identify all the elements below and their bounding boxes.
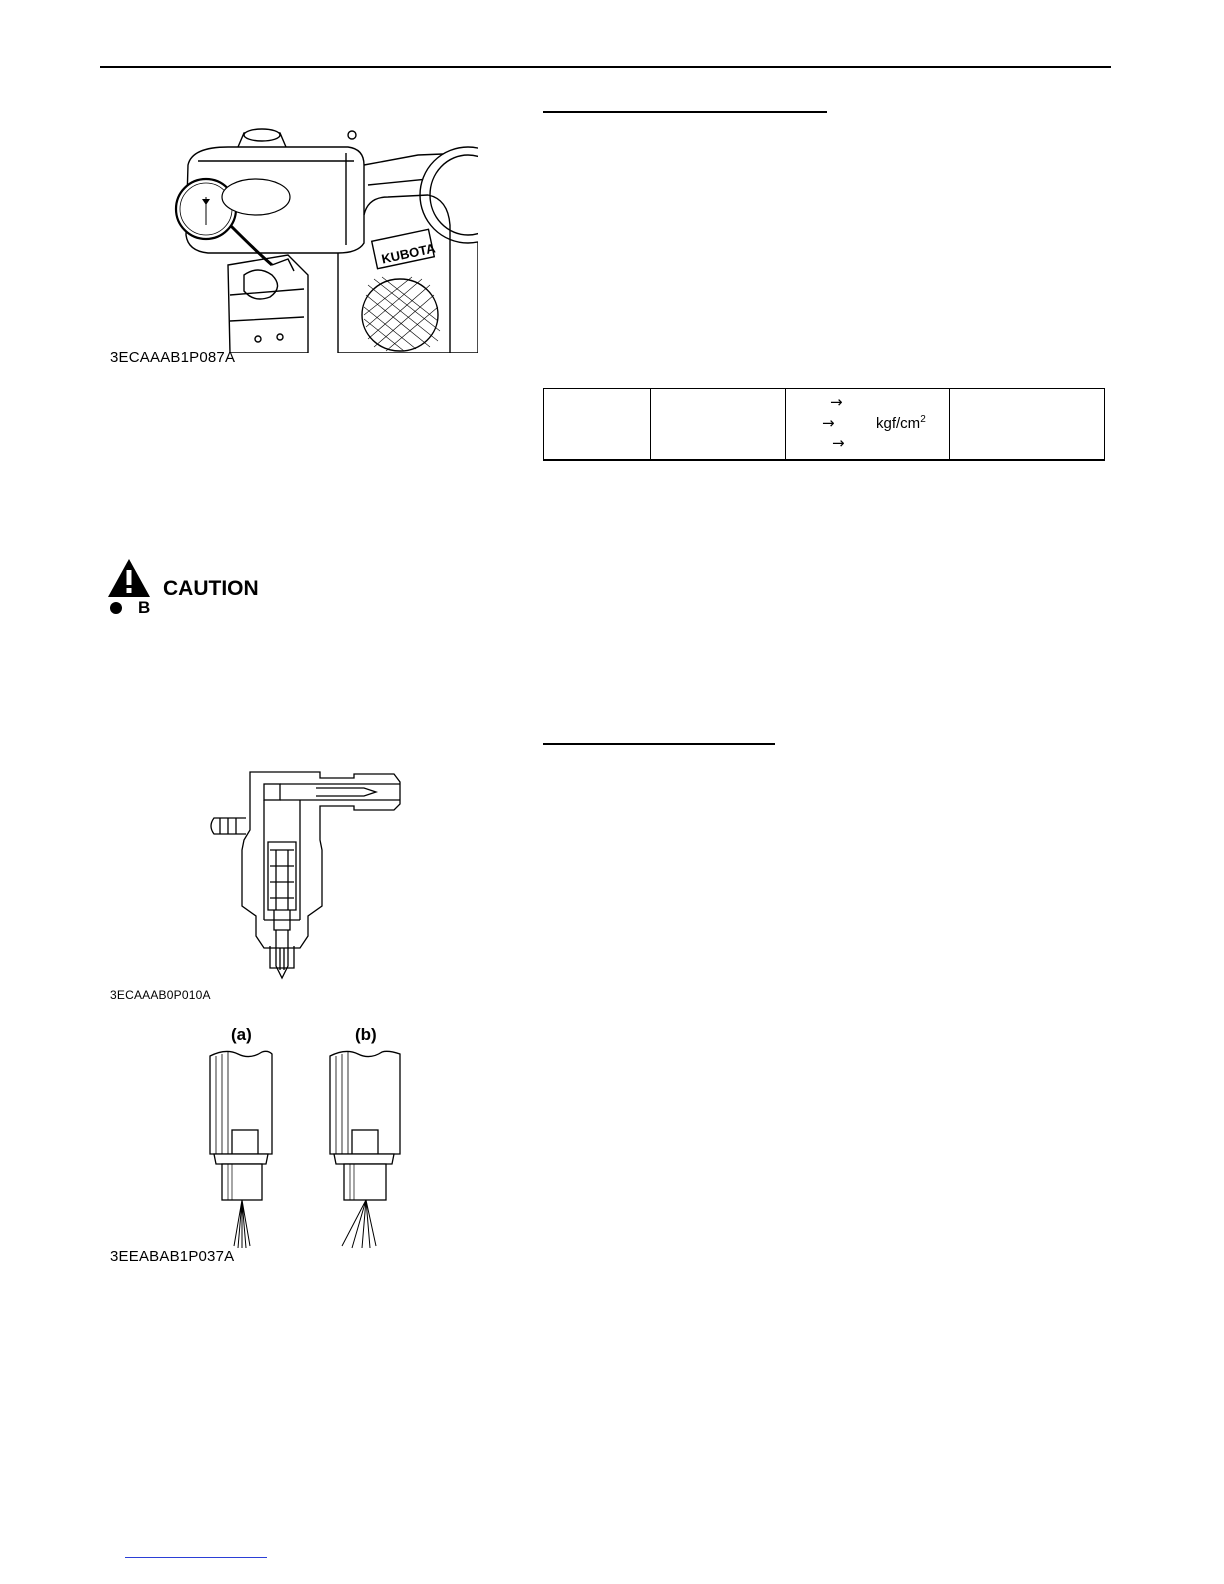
figure-label-a: (a) (231, 1025, 252, 1044)
spec-table (543, 388, 1105, 461)
section-heading-underline-1 (543, 111, 827, 113)
spec-table-cell-1 (544, 389, 651, 461)
arrow-icon: → (822, 414, 835, 432)
spec-table-cell-2 (651, 389, 786, 461)
svg-text:KUBOTA: KUBOTA (380, 240, 437, 267)
warning-triangle-icon (106, 557, 152, 599)
pressure-unit: kgf/$cm^2$ (876, 414, 926, 432)
arrow-icon: → (830, 393, 843, 411)
header-rule (100, 66, 1111, 68)
footer-link-underline[interactable] (125, 1557, 267, 1558)
section-heading-underline-2 (543, 743, 775, 745)
arrow-icon: → (832, 434, 845, 452)
figure-label-b: (b) (355, 1025, 377, 1044)
nozzle-holder-section-figure (204, 770, 404, 985)
spec-table-cell-4 (950, 389, 1105, 461)
figure-3-caption: 3EEABAB1P037A (110, 1248, 235, 1265)
figure-2-caption: 3ECAAAB0P010A (110, 988, 211, 1002)
caution-bullet-text: B (138, 598, 151, 617)
bullet-icon (110, 602, 122, 614)
caution-title: CAUTION (163, 577, 259, 600)
spec-table-cell-3 (786, 389, 950, 461)
nozzle-spray-pattern-figure (206, 1046, 406, 1250)
engine-pressure-gauge-figure (168, 125, 478, 353)
figure-1-caption: 3ECAAAB1P087A (110, 349, 236, 366)
